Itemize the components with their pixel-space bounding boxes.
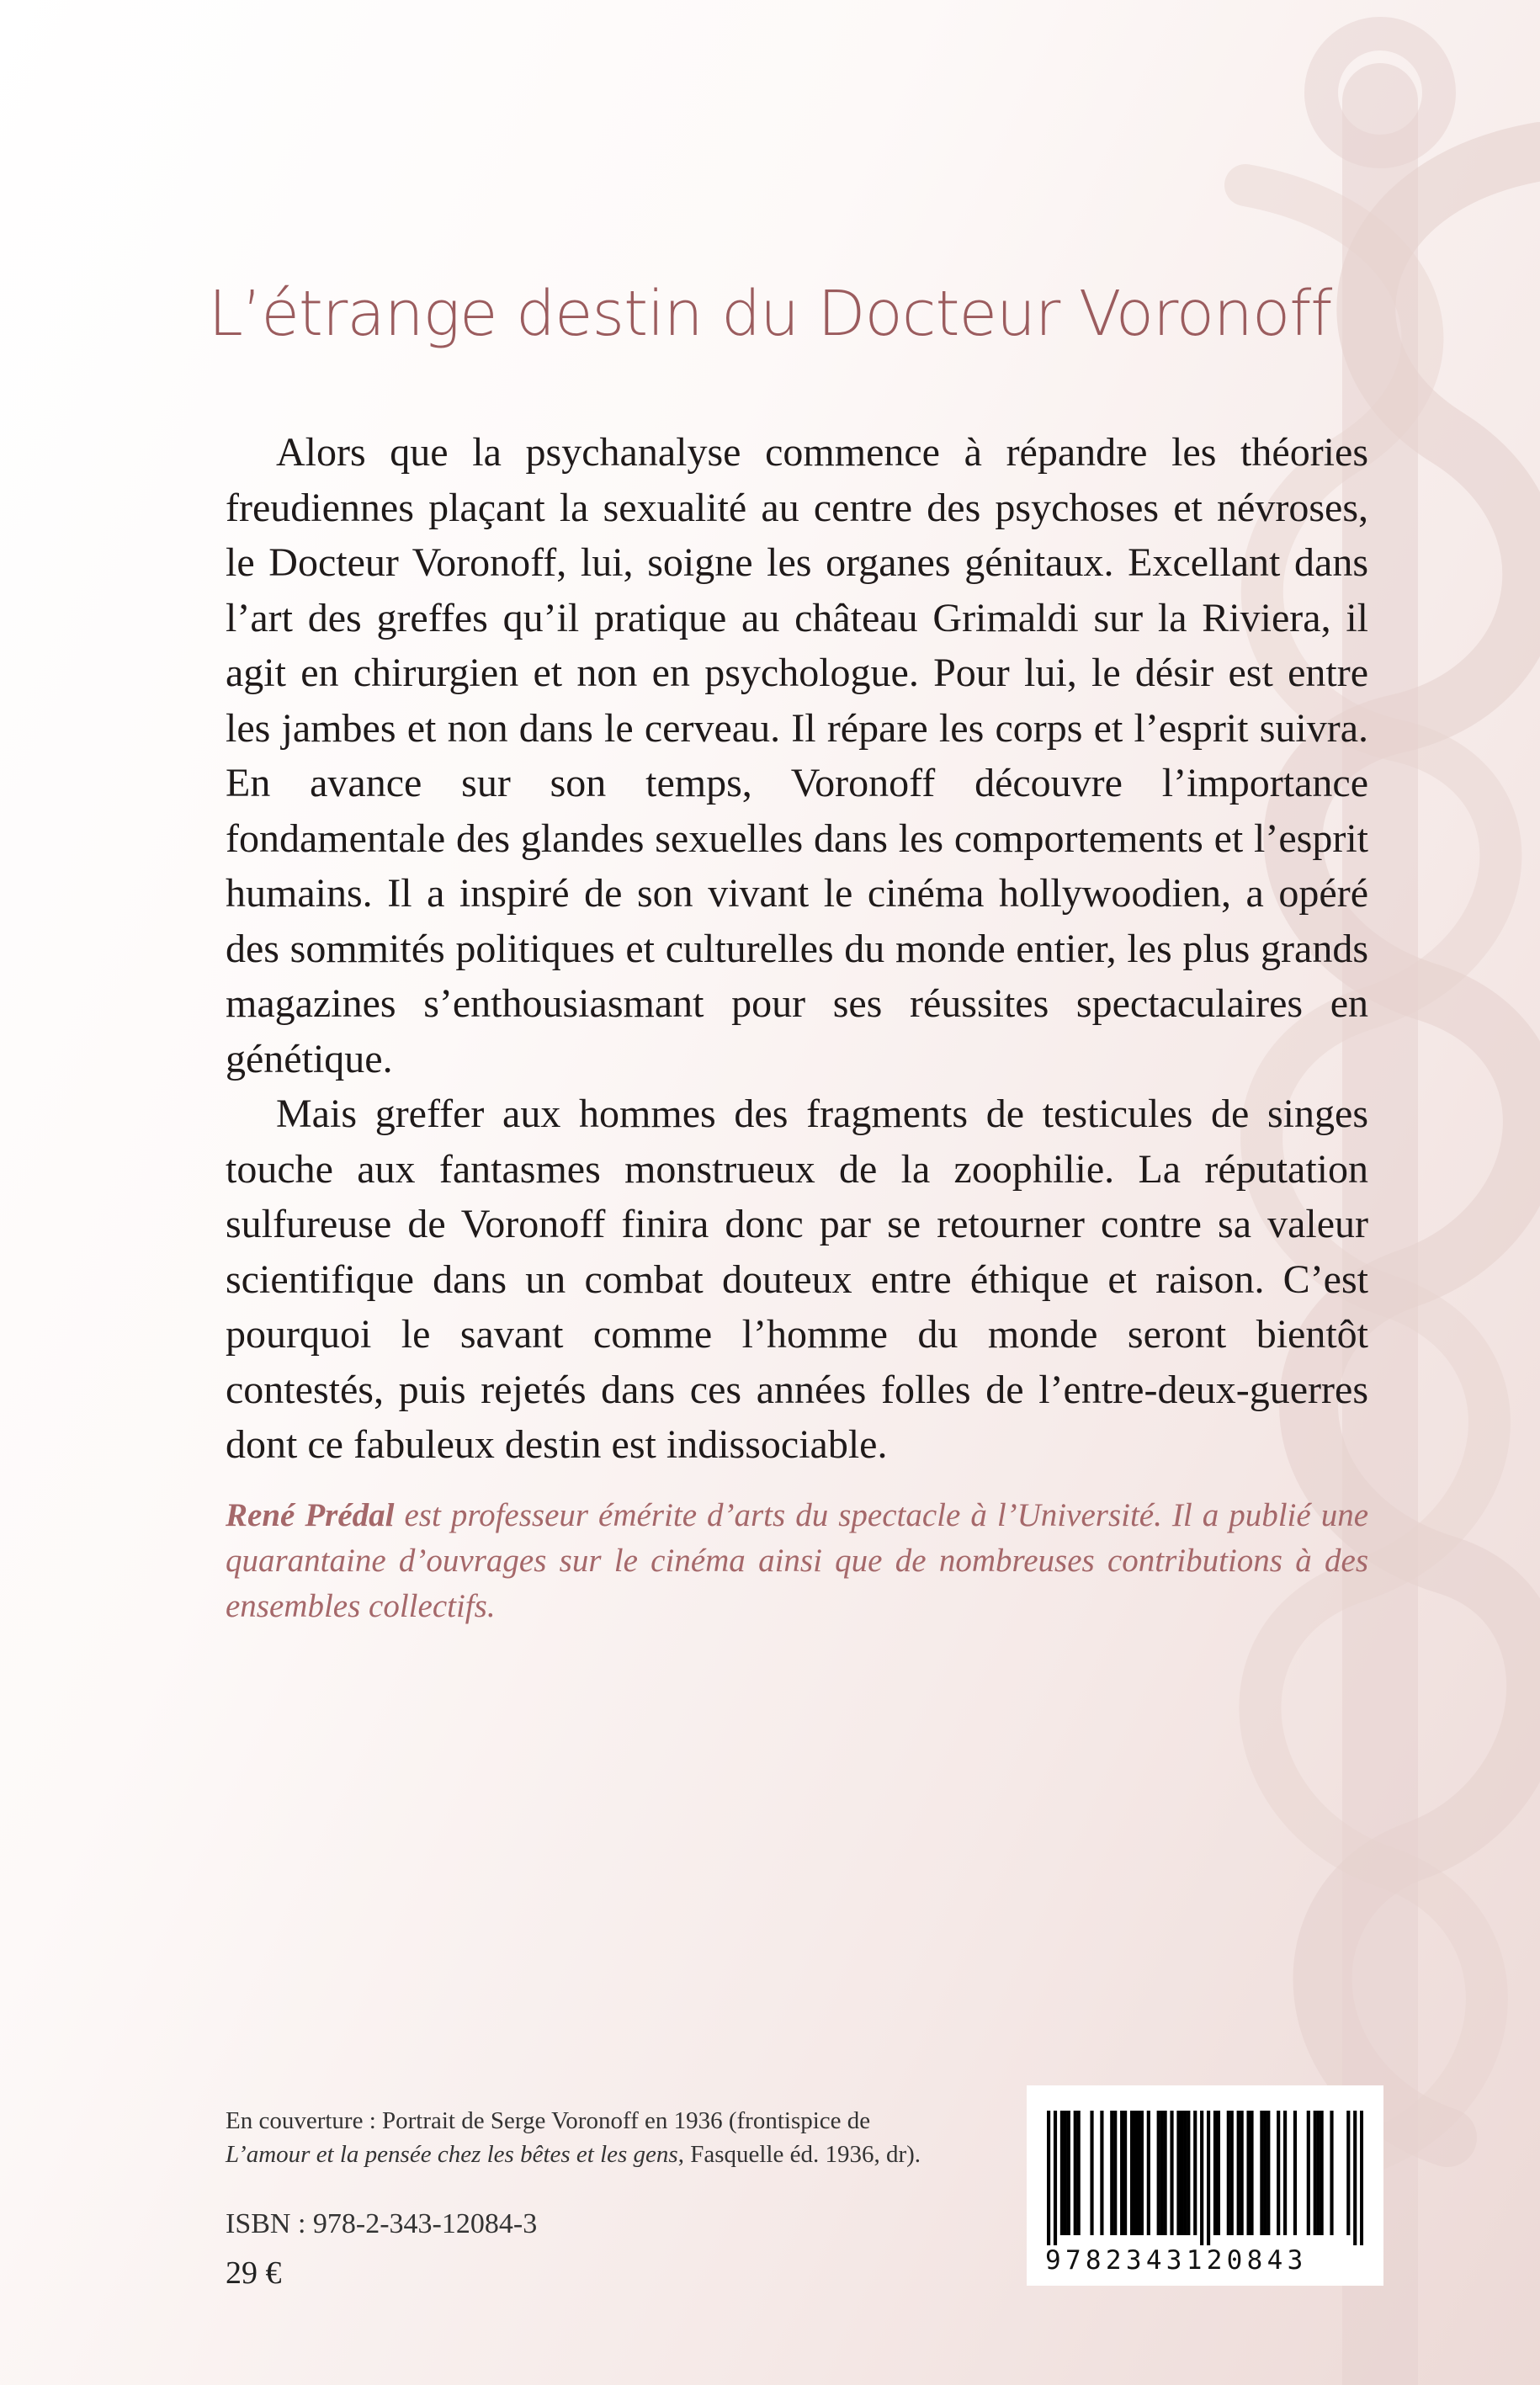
barcode-bar	[1230, 2111, 1234, 2235]
barcode-bar	[1353, 2111, 1357, 2245]
barcode-bar	[1293, 2111, 1297, 2235]
barcode-bar	[1176, 2111, 1180, 2235]
isbn: ISBN : 978-2-343-12084-3	[226, 2208, 538, 2239]
barcode-bar	[1147, 2111, 1150, 2235]
barcode-bar	[1074, 2111, 1077, 2235]
book-title: L’étrange destin du Docteur Voronoff	[208, 278, 1332, 350]
barcode-bar	[1123, 2111, 1127, 2235]
barcode-bar	[1330, 2111, 1333, 2235]
barcode-bar	[1246, 2111, 1250, 2235]
barcode-bar	[1360, 2111, 1363, 2245]
summary-paragraph: Mais greffer aux hommes des fragments de testicules de singes touche aux fantasmes monstrueux de la zoophilie. La réputation sulfureuse de Voronoff finira donc par se retourner contre sa valeur scientifique dans un combat douteux entre éthique et raison. C’est pourquoi le savant comme l’homme du monde seront bientôt contestés, puis rejetés dans ces années folles de l’entre-deux-guerres dont ce fabuleux destin est indissociable.	[226, 1092, 1368, 1467]
barcode-bar	[1130, 2111, 1134, 2235]
barcode-bar	[1193, 2111, 1197, 2235]
author-bio	[226, 1493, 1368, 1629]
barcode-bar	[1320, 2111, 1324, 2235]
author-bio-text: est professeur émérite d’arts du spectacle à l’Université. Il a publié une quarantaine d’ouvrages sur le cinéma ainsi que de nombreuses contributions à des ensembles collectifs.	[226, 1497, 1369, 1624]
barcode-bar	[1054, 2111, 1057, 2245]
barcode-bar	[1267, 2111, 1270, 2235]
barcode-bar	[1140, 2111, 1144, 2235]
barcode-bar	[1110, 2111, 1113, 2235]
barcode-bars	[1047, 2111, 1363, 2245]
barcode-bar	[1164, 2111, 1167, 2235]
book-summary	[226, 425, 1368, 1473]
barcode-bar	[1217, 2111, 1220, 2235]
barcode-bar	[1113, 2111, 1117, 2235]
barcode-bar	[1240, 2111, 1244, 2235]
summary-paragraph: Alors que la psychanalyse commence à répandre les théories freudiennes plaçant la sexualité au centre des psychoses et névroses, le Docteur Voronoff, lui, soigne les organes génitaux. Excellant dans l’art des greffes qu’il pratique au château Grimaldi sur la Riviera, il agit en chirurgien et non en psychologue. Pour lui, le désir est entre les jambes et non dans le cerveau. Il répare les corps et l’esprit suivra. En avance sur son temps, Voronoff découvre l’importance fondamentale des glandes sexuelles dans les comportements et l’esprit humains. Il a inspiré de son vivant le cinéma hollywoodien, a opéré des sommités politiques et culturelles du monde entier, les plus grands magazines s’enthousiasmant pour ses réussites spectaculaires en génétique.	[226, 430, 1368, 1081]
cover-credit-line1: En couverture : Portrait de Serge Voronoff en 1936 (frontispice de	[226, 2107, 871, 2134]
barcode-bar	[1160, 2111, 1164, 2235]
barcode-bar	[1137, 2111, 1140, 2235]
barcode-bar	[1237, 2111, 1240, 2235]
barcode-bar	[1260, 2111, 1263, 2235]
barcode-bar	[1047, 2111, 1050, 2245]
barcode	[1027, 2085, 1383, 2286]
barcode-bar	[1346, 2111, 1350, 2235]
barcode-bar	[1170, 2111, 1173, 2235]
barcode-bar	[1183, 2111, 1187, 2235]
barcode-bar	[1250, 2111, 1253, 2235]
barcode-bar	[1067, 2111, 1070, 2235]
barcode-bar	[1157, 2111, 1160, 2235]
cover-credit-line2: , Fasquelle éd. 1936, dr).	[677, 2141, 921, 2168]
barcode-bar	[1064, 2111, 1067, 2235]
barcode-bar	[1307, 2111, 1310, 2235]
price: 29 €	[226, 2255, 282, 2291]
barcode-digits: 9782343120843	[1045, 2245, 1308, 2276]
barcode-bar	[1077, 2111, 1081, 2235]
barcode-bar	[1213, 2111, 1217, 2235]
barcode-bar	[1314, 2111, 1317, 2235]
barcode-bar	[1187, 2111, 1190, 2235]
barcode-bar	[1060, 2111, 1064, 2235]
barcode-bar	[1283, 2111, 1287, 2235]
barcode-bar	[1120, 2111, 1123, 2235]
barcode-bar	[1180, 2111, 1183, 2235]
barcode-bar	[1263, 2111, 1267, 2235]
barcode-bar	[1100, 2111, 1103, 2235]
cover-credit	[226, 2104, 966, 2171]
barcode-bar	[1200, 2111, 1203, 2245]
barcode-bar	[1090, 2111, 1093, 2235]
barcode-bar	[1277, 2111, 1280, 2235]
barcode-bar	[1134, 2111, 1137, 2235]
barcode-bar	[1207, 2111, 1210, 2245]
barcode-bar	[1227, 2111, 1230, 2235]
barcode-bar	[1317, 2111, 1320, 2235]
author-name: René Prédal	[226, 1497, 395, 1533]
cover-credit-book-title: L’amour et la pensée chez les bêtes et les gens	[226, 2141, 678, 2168]
